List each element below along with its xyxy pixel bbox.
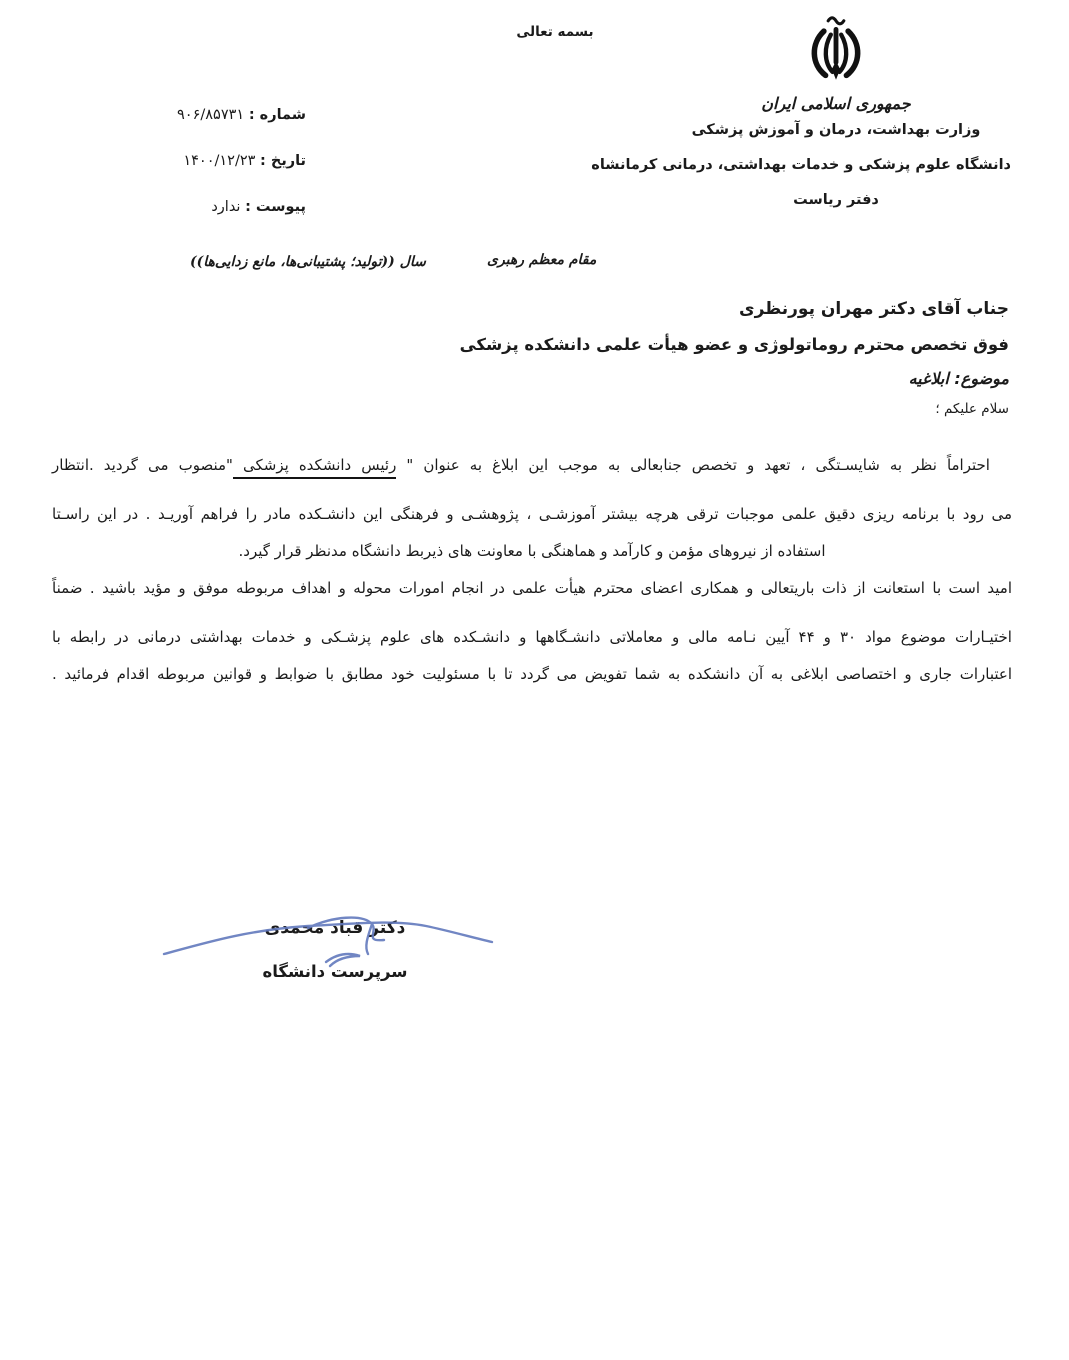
doc-date-value: ۱۴۰۰/۱۲/۲۳ [183, 153, 256, 169]
body-p2-line1: امید است با استعانت از ذات باریتعالی و همکاری اعضای محترم هیأت علمی در انجام امورات محوله و اهداف مربوطه موفق و مؤید باشید . ضمناً [52, 579, 1012, 597]
signer-title: سرپرست دانشگاه [262, 962, 408, 981]
state-name-calligraphy: جمهوری اسلامی ایران [761, 94, 911, 113]
doc-number-row [64, 92, 306, 138]
document-meta [64, 92, 306, 230]
addressee-name: جناب آقای دکتر مهران پورنظری [739, 299, 1009, 319]
letter-subject: موضوع: ابلاغیه [908, 369, 1009, 388]
doc-attachment-label: پیوست : [245, 199, 306, 215]
ministry-line: وزارت بهداشت، درمان و آموزش پزشکی [691, 122, 981, 138]
iran-coat-of-arms-icon [797, 12, 875, 92]
slogan-attribution: مقام معظم رهبری [487, 252, 597, 268]
year-slogan-text: سال ((تولید؛ پشتیبانی‌ها، مانع زدایی‌ها)) [190, 254, 426, 270]
signature-block [200, 918, 470, 981]
addressee-block [55, 299, 1009, 417]
doc-attachment-row [64, 184, 306, 230]
year-slogan-line [0, 250, 1069, 286]
body-p2-line2: اختیـارات موضوع مواد ۳۰ و ۴۴ آیین نـامه مالی و معاملاتی دانشـگاهها و دانشـکده های علوم پزشـکی و خدمات بهداشتی درمانی در رابطه با [52, 628, 1012, 646]
salutation: سلام علیکم ؛ [935, 401, 1009, 417]
body-p1-line3: استفاده از نیروهای مؤمن و کارآمد و هماهنگی با معاونت های ذیربط دانشگاه مدنظر قرار گیرد. [238, 542, 826, 560]
office-line: دفتر ریاست [793, 192, 879, 208]
doc-number-value: ۹۰۶/۸۵۷۳۱ [177, 107, 245, 123]
doc-date-label: تاریخ : [260, 153, 306, 169]
body-p2-line3: اعتبارات جاری و اختصاصی ابلاغی به آن دانشکده به شما تفویض می گردد تا با مسئولیت خود مطابق با ضوابط و قوانین مربوطه اقدام فرمائید . [52, 665, 1012, 683]
doc-date-row [64, 138, 306, 184]
addressee-role: فوق تخصص محترم روماتولوژی و عضو هیأت علمی دانشکده پزشکی [459, 335, 1009, 354]
p1-l1-pre: احتراماً نظر به شایسـتگی ، تعهد و تخصص جنابعالی به موجب این ابلاغ به عنوان " [396, 456, 990, 474]
body-p1-line1 [52, 452, 1012, 478]
letter-body [52, 452, 1012, 687]
p1-l1-post: "منصوب می گردید .انتظار [52, 456, 233, 474]
university-line: دانشگاه علوم پزشکی و خدمات بهداشتی، درمانی کرمانشاه [591, 157, 1011, 173]
letterhead [591, 12, 1011, 218]
body-p1-line2: می رود با برنامه ریزی دقیق علمی موجبات ترقی هرچه بیشتر آموزشـی ، پژوهشـی و فرهنگی این دانشـکده مادر را فراهم آوریـد . در این راسـتا [52, 505, 1012, 523]
besmellah-text: بسمه تعالی [516, 24, 594, 40]
signer-name: دکتر قباد محمدی [264, 918, 406, 938]
doc-number-label: شماره : [248, 107, 306, 123]
appointed-title-underlined: رئیس دانشکده پزشکی [233, 456, 396, 479]
doc-attachment-value: ندارد [211, 199, 241, 215]
